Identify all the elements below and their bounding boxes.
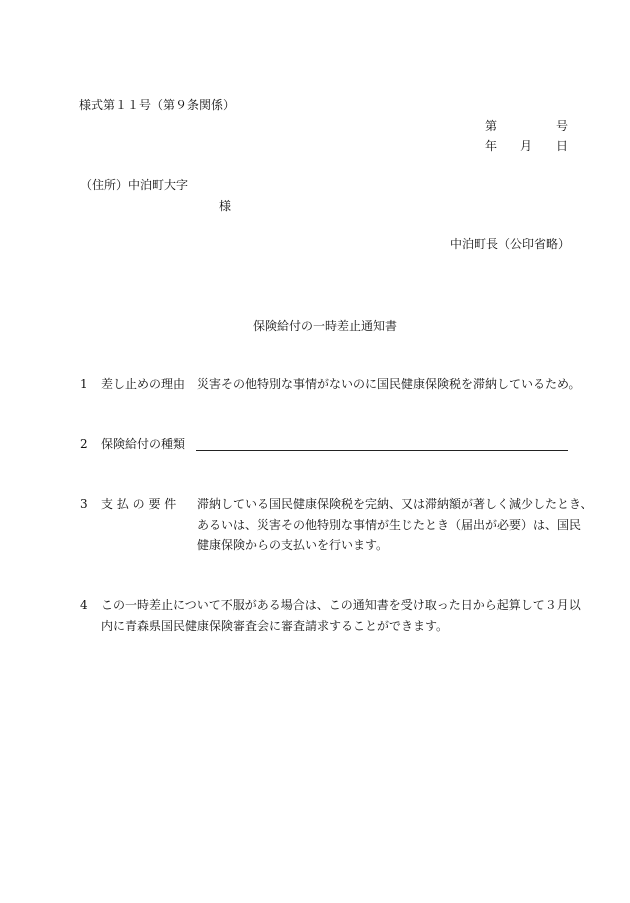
number-go: 号 bbox=[556, 119, 569, 133]
recipient-address: （住所）中泊町大字 bbox=[80, 178, 189, 192]
date-month: 月 bbox=[520, 139, 533, 153]
item-text: 災害その他特別な事情がないのに国民健康保険税を滞納しているため。 bbox=[197, 377, 581, 391]
item-text-line: あるいは、災害その他特別な事情が生じたとき（届出が必要）は、国民 bbox=[197, 518, 582, 532]
item-label: 差し止めの理由 bbox=[101, 377, 186, 391]
note-number: 4 bbox=[80, 598, 88, 612]
note-text-line: この一時差止について不服がある場合は、この通知書を受け取った日から起算して３月以 bbox=[101, 598, 581, 612]
item-text-line: 滞納している国民健康保険税を完納、又は滞納額が著しく減少したとき、 bbox=[197, 497, 593, 511]
document-title: 保険給付の一時差止通知書 bbox=[253, 319, 398, 333]
recipient-honorific: 様 bbox=[219, 199, 232, 213]
note-text-line: 内に青森県国民健康保険審査会に審査請求することができます。 bbox=[101, 619, 449, 633]
issuer: 中泊町長（公印省略） bbox=[450, 237, 571, 251]
number-dai: 第 bbox=[485, 119, 498, 133]
item-label: 保険給付の種類 bbox=[101, 437, 186, 451]
item-number: 1 bbox=[80, 377, 88, 391]
item-text-line: 健康保険からの支払いを行います。 bbox=[197, 538, 389, 552]
item-number: 2 bbox=[80, 437, 88, 451]
item-label: 支 払 の 要 件 bbox=[101, 497, 177, 511]
date-year: 年 bbox=[485, 139, 498, 153]
benefit-type-underline bbox=[196, 450, 568, 451]
item-number: 3 bbox=[80, 497, 88, 511]
date-day: 日 bbox=[556, 139, 569, 153]
form-label: 様式第１１号（第９条関係） bbox=[79, 98, 236, 112]
